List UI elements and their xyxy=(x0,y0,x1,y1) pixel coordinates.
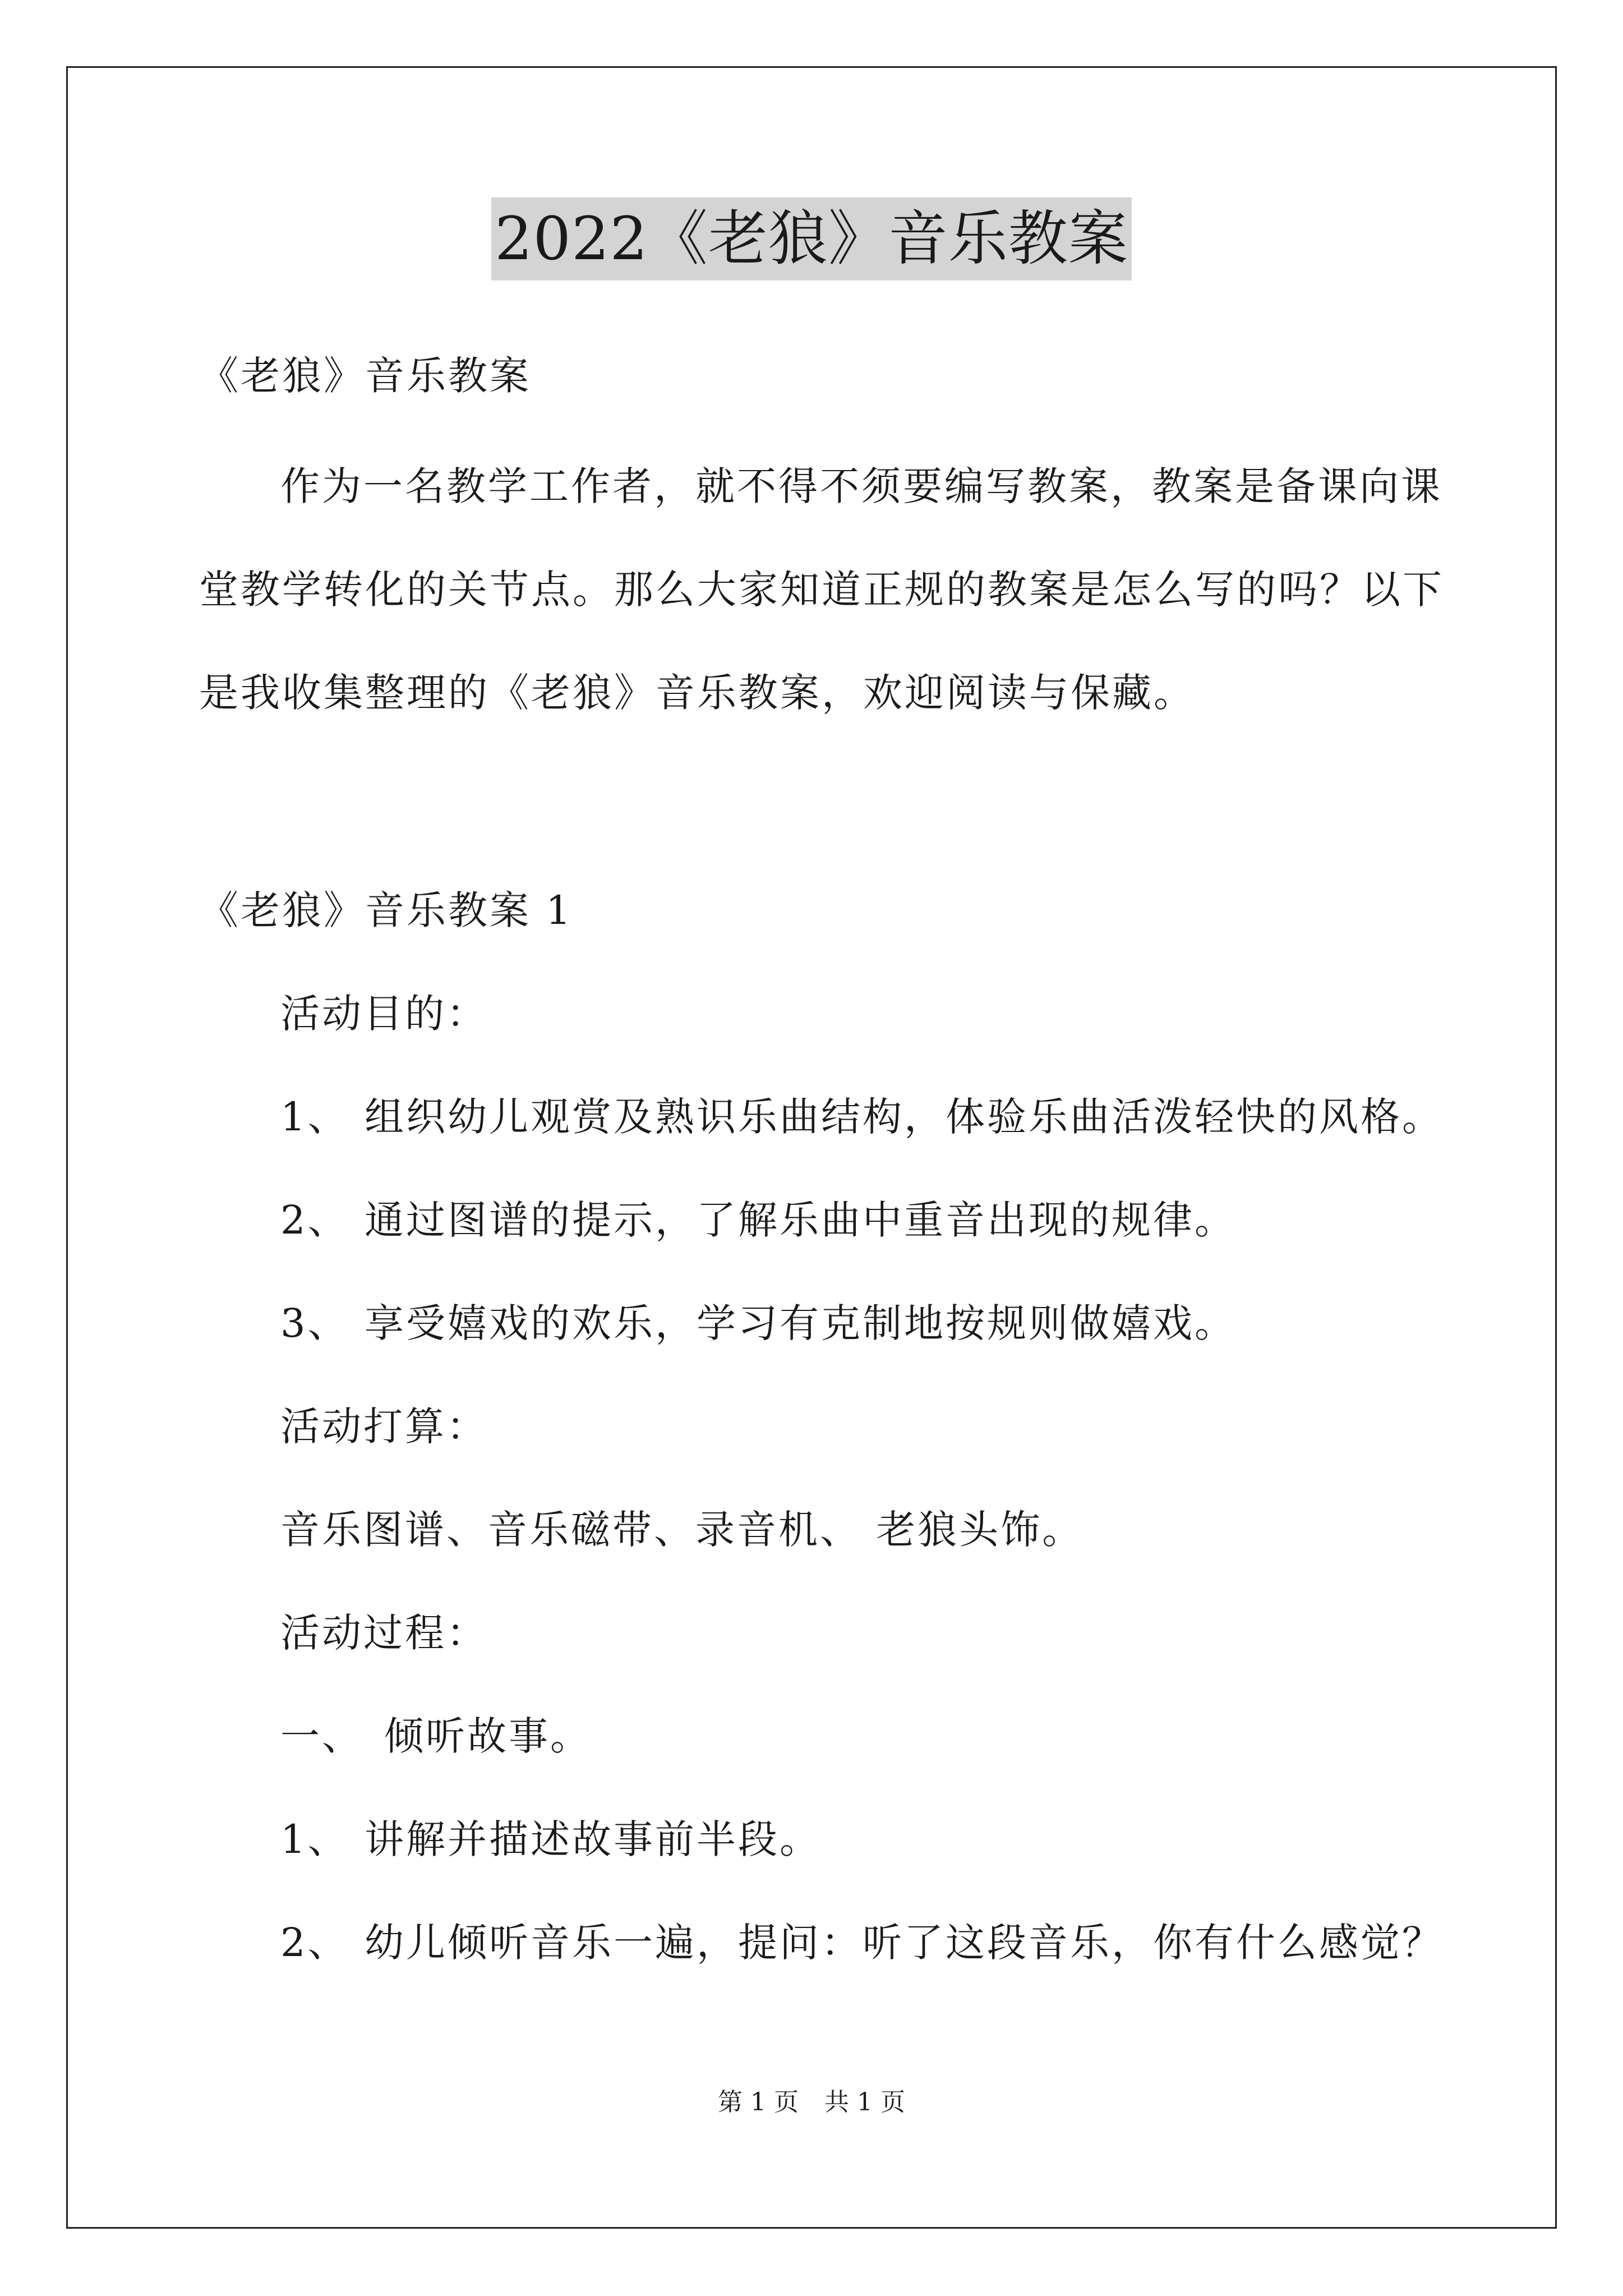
goal-heading: 活动目的： xyxy=(280,991,488,1037)
page-title: 2022《老狼》音乐教案 xyxy=(491,197,1132,280)
intro-line-2: 堂教学转化的关节点。那么大家知道正规的教案是怎么写的吗？以下 xyxy=(199,567,1444,613)
prep-heading: 活动打算： xyxy=(280,1404,488,1450)
goal-number: 3、 xyxy=(280,1300,349,1346)
process-heading: 活动过程： xyxy=(280,1610,488,1656)
intro-line-1: 作为一名教学工作者，就不得不须要编写教案，教案是备课向课 xyxy=(280,463,1442,509)
title-container xyxy=(0,197,1623,280)
goal-number: 2、 xyxy=(280,1197,349,1243)
step-number: 1、 xyxy=(280,1816,349,1862)
goal-text: 享受嬉戏的欢乐，学习有克制地按规则做嬉戏。 xyxy=(365,1300,1236,1346)
page-number-current: 第 1 页 xyxy=(718,2088,799,2116)
goal-text: 通过图谱的提示，了解乐曲中重音出现的规律。 xyxy=(365,1197,1236,1243)
step-text: 倾听故事。 xyxy=(384,1713,592,1759)
step-number: 2、 xyxy=(280,1920,349,1966)
page-number-total: 共 1 页 xyxy=(824,2088,905,2116)
goal-number: 1、 xyxy=(280,1094,349,1140)
goal-item xyxy=(280,1195,1236,1245)
page-footer xyxy=(0,2086,1623,2119)
goal-item xyxy=(280,1092,1444,1142)
prep-text: 音乐图谱、音乐磁带、录音机、 老狼头饰。 xyxy=(280,1507,1084,1553)
step-number: 一、 xyxy=(280,1713,363,1759)
step-item xyxy=(280,1814,821,1865)
section-heading: 《老狼》音乐教案 1 xyxy=(199,887,573,933)
goal-item xyxy=(280,1298,1236,1349)
subtitle: 《老狼》音乐教案 xyxy=(199,353,531,399)
step-item xyxy=(280,1711,592,1761)
step-text: 讲解并描述故事前半段。 xyxy=(365,1816,821,1862)
intro-line-3: 是我收集整理的《老狼》音乐教案，欢迎阅读与保藏。 xyxy=(199,670,1195,716)
step-text: 幼儿倾听音乐一遍，提问：听了这段音乐，你有什么感觉？ xyxy=(365,1920,1444,1966)
goal-text: 组织幼儿观赏及熟识乐曲结构，体验乐曲活泼轻快的风格。 xyxy=(365,1094,1444,1140)
step-item xyxy=(280,1917,1444,1968)
